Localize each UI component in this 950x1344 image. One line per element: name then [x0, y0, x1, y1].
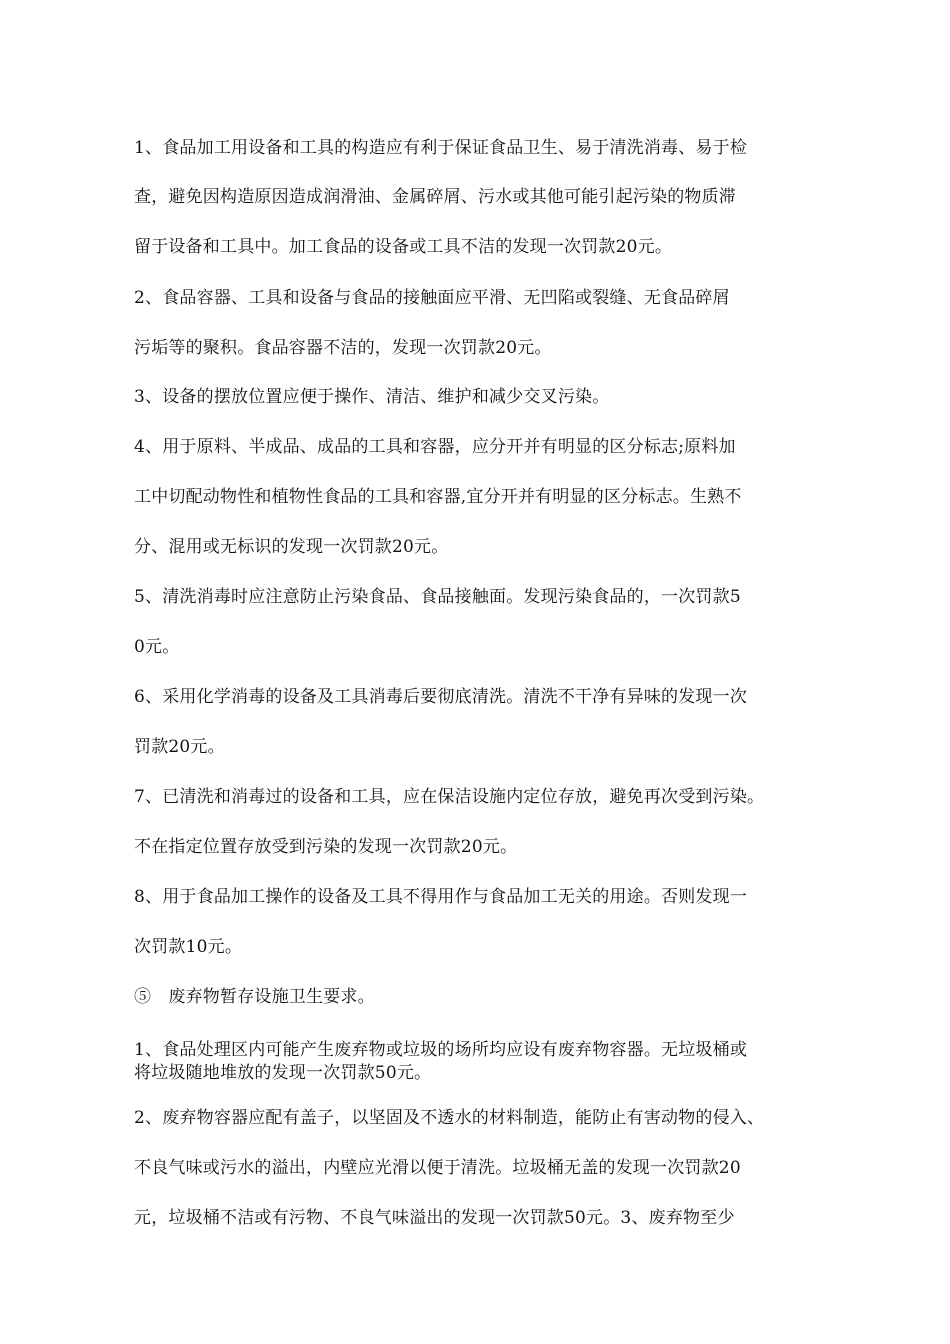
text-line: 不良气味或污水的溢出，内壁应光滑以便于清洗。垃圾桶无盖的发现一次罚款20 [134, 1158, 741, 1178]
text-line: 4、用于原料、半成品、成品的工具和容器，应分开并有明显的区分标志;原料加 [134, 437, 736, 457]
text-line: 污垢等的聚积。食品容器不洁的，发现一次罚款20元。 [134, 338, 552, 358]
text-line: 分、混用或无标识的发现一次罚款20元。 [134, 537, 449, 557]
text-line: 5、清洗消毒时应注意防止污染食品、食品接触面。发现污染食品的，一次罚款5 [134, 587, 741, 607]
text-line: 留于设备和工具中。加工食品的设备或工具不洁的发现一次罚款20元。 [134, 237, 673, 257]
text-line: 不在指定位置存放受到污染的发现一次罚款20元。 [134, 837, 518, 857]
text-line: 工中切配动物性和植物性食品的工具和容器,宜分开并有明显的区分标志。生熟不 [134, 487, 742, 507]
text-line: 1、食品加工用设备和工具的构造应有利于保证食品卫生、易于清洗消毒、易于检 [134, 138, 748, 158]
text-line: 次罚款10元。 [134, 937, 243, 957]
text-line: 8、用于食品加工操作的设备及工具不得用作与食品加工无关的用途。否则发现一 [134, 887, 748, 907]
text-line: 6、采用化学消毒的设备及工具消毒后要彻底清洗。清洗不干净有异味的发现一次 [134, 687, 748, 707]
text-line: 罚款20元。 [134, 737, 225, 757]
text-line: 2、废弃物容器应配有盖子，以坚固及不透水的材料制造，能防止有害动物的侵入、 [134, 1108, 765, 1128]
text-line: 3、设备的摆放位置应便于操作、清洁、维护和减少交叉污染。 [134, 387, 610, 407]
text-line: 元，垃圾桶不洁或有污物、不良气味溢出的发现一次罚款50元。3、废弃物至少 [134, 1208, 735, 1228]
text-line: 7、已清洗和消毒过的设备和工具，应在保洁设施内定位存放，避免再次受到污染。 [134, 787, 765, 807]
text-line: 1、食品处理区内可能产生废弃物或垃圾的场所均应设有废弃物容器。无垃圾桶或 [134, 1040, 748, 1060]
text-line: 2、食品容器、工具和设备与食品的接触面应平滑、无凹陷或裂缝、无食品碎屑 [134, 288, 730, 308]
text-line: 查，避免因构造原因造成润滑油、金属碎屑、污水或其他可能引起污染的物质滞 [134, 187, 736, 207]
section-heading: ⑤ 废弃物暂存设施卫生要求。 [134, 987, 375, 1007]
text-line: 将垃圾随地堆放的发现一次罚款50元。 [134, 1063, 432, 1083]
text-line: 0元。 [134, 637, 180, 657]
